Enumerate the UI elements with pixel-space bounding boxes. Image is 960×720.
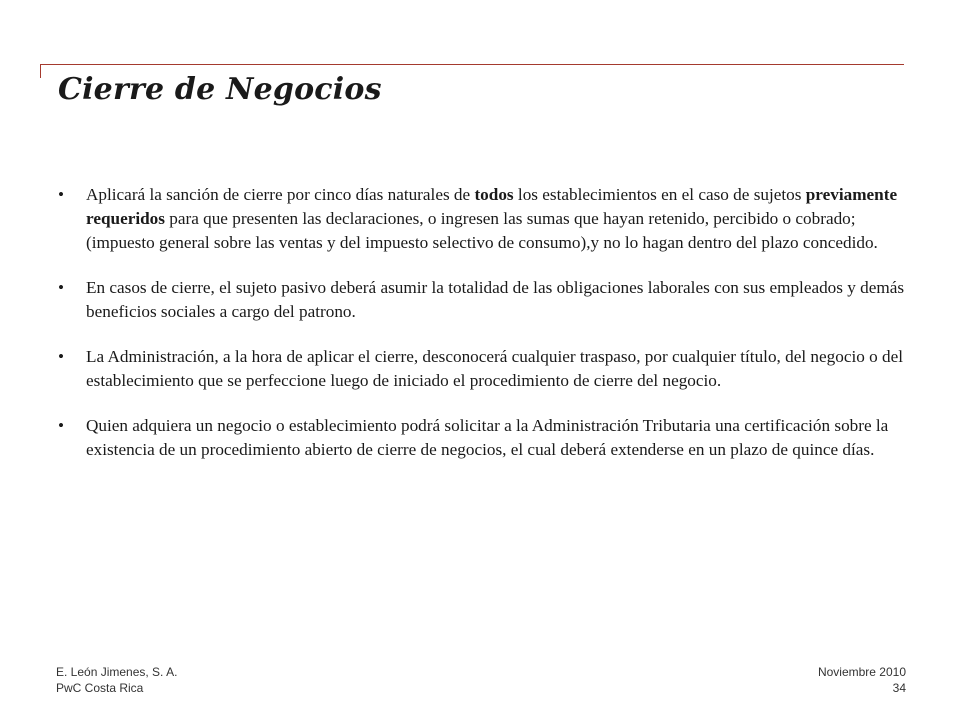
bullet-item <box>58 183 908 255</box>
header-rule <box>40 64 904 65</box>
bullet-text: Aplicará la sanción de cierre por cinco días naturales de <box>86 185 475 204</box>
bullet-emphasis: previamente requeridos <box>86 185 898 228</box>
bullet-icon: • <box>58 347 65 366</box>
bullet-icon: • <box>58 278 65 297</box>
footer-date: Noviembre 2010 <box>817 665 906 679</box>
footer-company: E. León Jimenes, S. A. <box>56 665 178 679</box>
footer-right <box>818 664 906 696</box>
header-rule-tick <box>40 64 41 78</box>
bullet-text: La Administración, a la hora de aplicar el cierre, desconocerá cualquier traspaso, por cualquier título, del negocio o del establecimiento que se perfeccione luego de iniciado el procedimiento de cierre del negocio. <box>86 347 904 390</box>
bullet-list <box>58 183 908 462</box>
bullet-text: para que presenten las declaraciones, o ingresen las sumas que hayan retenido, percibido o cobrado; (impuesto general sobre las ventas y del impuesto selectivo de consumo),y no lo hagan dentro del plazo concedido. <box>86 209 878 252</box>
footer-firm: PwC Costa Rica <box>56 681 144 695</box>
footer-left <box>56 664 177 696</box>
bullet-text: En casos de cierre, el sujeto pasivo deberá asumir la totalidad de las obligaciones laborales con sus empleados y demás beneficios sociales a cargo del patrono. <box>86 278 905 321</box>
bullet-icon: • <box>58 416 65 435</box>
page-number: 34 <box>892 681 906 695</box>
bullet-text: Quien adquiera un negocio o establecimiento podrá solicitar a la Administración Tributaria una certificación sobre la existencia de un procedimiento abierto de cierre de negocios, el cual deberá extenderse en un plazo de quince días. <box>86 416 889 459</box>
bullet-icon: • <box>58 185 65 204</box>
bullet-text: los establecimientos en el caso de sujetos <box>513 185 806 204</box>
bullet-item <box>58 414 908 462</box>
bullet-item <box>58 276 908 324</box>
bullet-item <box>58 345 908 393</box>
bullet-emphasis: todos <box>474 185 514 204</box>
slide-title: Cierre de Negocios <box>58 72 382 107</box>
